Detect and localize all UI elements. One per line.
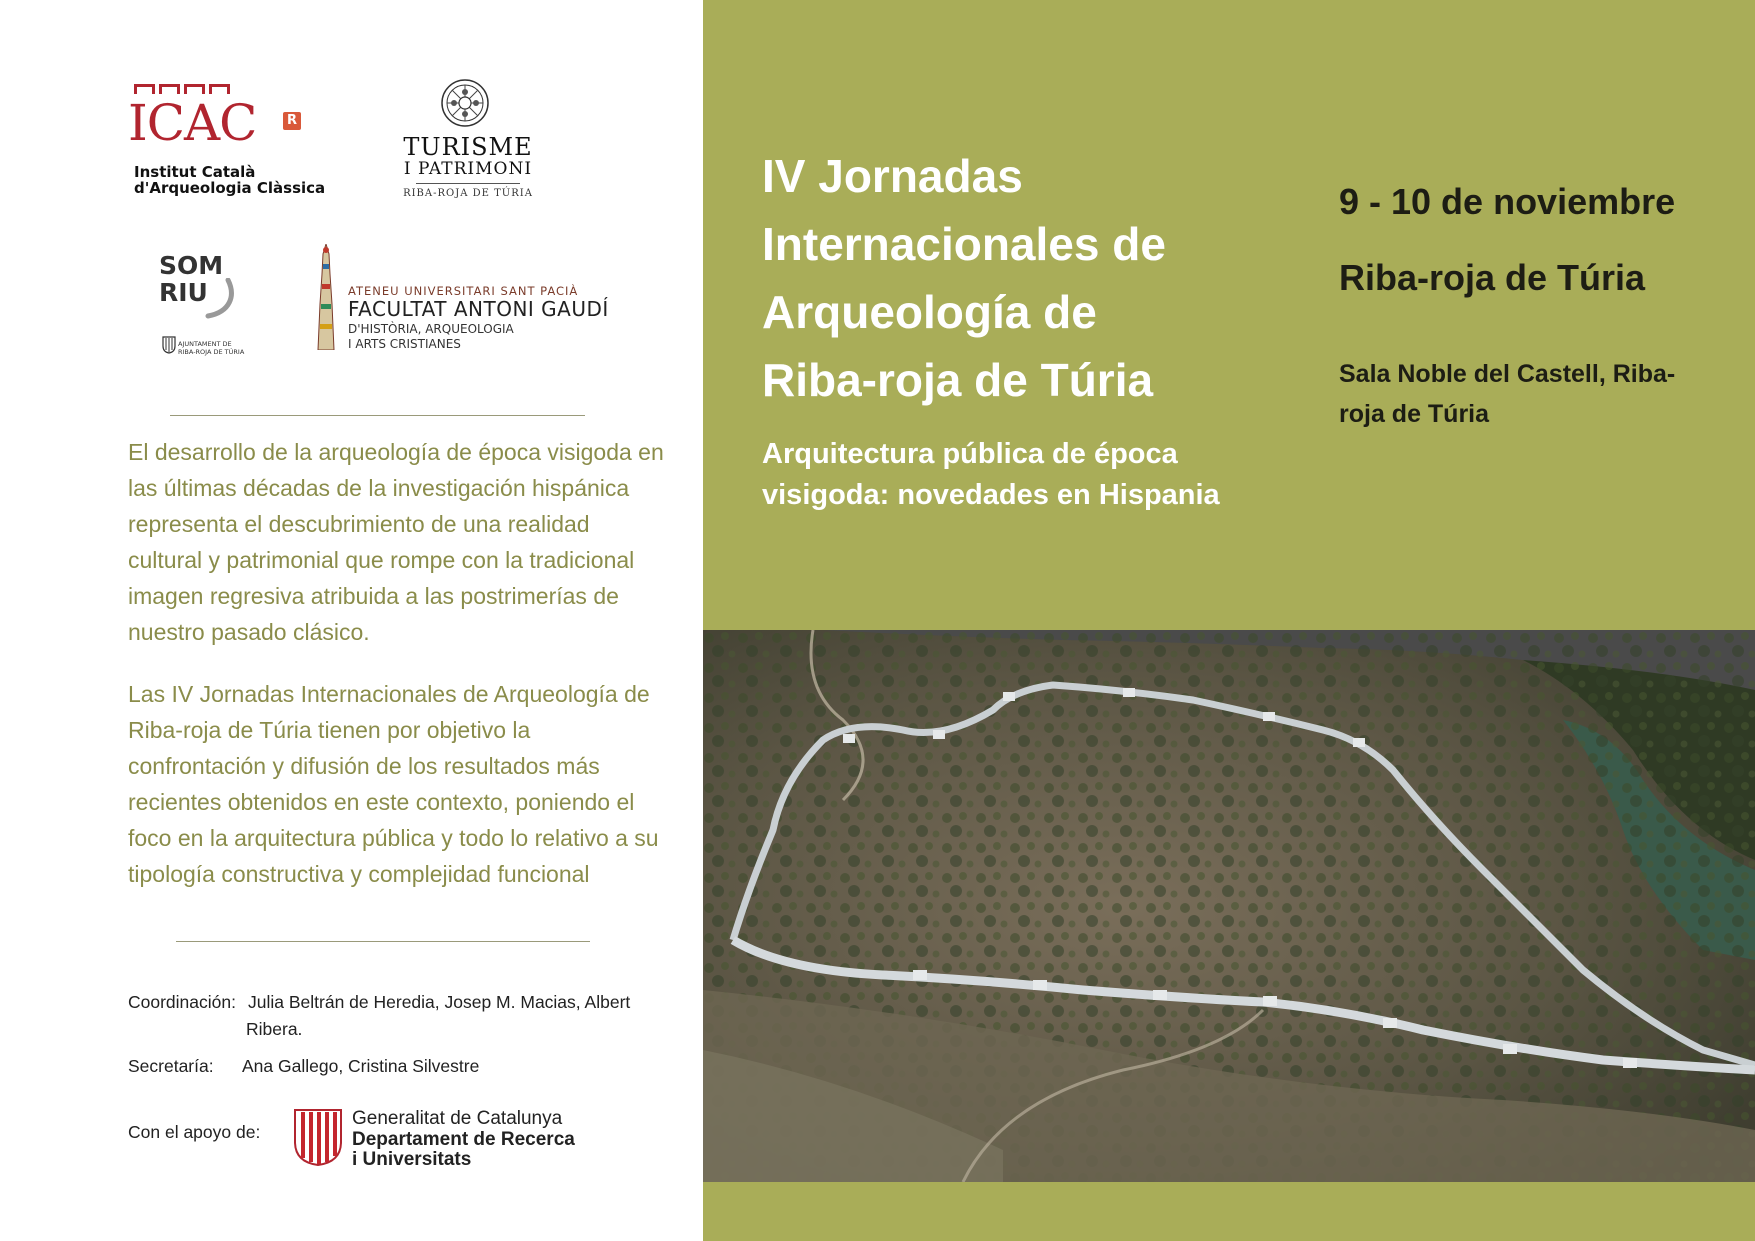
generalitat-logo [292,1108,612,1170]
som-riu-sub1: AJUNTAMENT DE [178,340,232,348]
ajuntament-shield-icon [162,334,176,354]
credits-block [128,989,688,1109]
gaudi-line2: FACULTAT ANTONI GAUDÍ [348,297,609,321]
event-venue: Sala Noble del Castell, Riba-roja de Túria [1339,360,1676,428]
icac-battlements-icon [134,84,230,94]
som-riu-subtitle [178,340,244,356]
turisme-line2: I PATRIMONI [403,159,533,179]
aerial-photo-image [703,630,1755,1182]
catalan-flag-shield-icon [292,1108,344,1166]
som-riu-swoosh-icon [196,278,238,320]
som-riu-sub2: RIBA-ROJA DE TÚRIA [178,348,245,356]
gencat-line3: i Universitats [352,1149,472,1170]
event-date: 9 - 10 de noviembre [1339,181,1676,222]
event-title: IV Jornadas Internacionales de Arqueología de Riba-roja de Túria [762,150,1166,406]
turisme-divider [416,183,520,184]
turisme-line1: TURISME [403,133,533,161]
icac-wordmark: ICAC [128,94,257,152]
intro-paragraph-1: El desarrollo de la arqueología de época visigoda en las últimas décadas de la investigación hispánica representa el descubrimiento de una realidad cultural y patrimonial que rompe con la tradicional imagen regresiva atribuida a las postrimerías de nuestro pasado clásico. [128,439,664,645]
sagrada-tower-icon [314,244,338,350]
gaudi-line1: ATENEU UNIVERSITARI SANT PACIÀ [348,284,579,298]
left-panel [0,0,703,1241]
gaudi-line3: D'HISTÒRIA, ARQUEOLOGIA [348,322,514,336]
right-panel [703,0,1755,1241]
secretary-names: Ana Gallego, Cristina Silvestre [242,1056,480,1076]
icac-logo [128,84,338,196]
aerial-site-photo [703,630,1755,1182]
gencat-line2: Departament de Recerca [352,1129,575,1150]
som-riu-line2: RIU [159,278,208,307]
coordination-label: Coordinación: [128,992,236,1012]
event-place: Riba-roja de Túria [1339,257,1646,298]
support-label: Con el apoyo de: [128,1122,261,1142]
top-divider [170,415,585,416]
turisme-line3: RIBA-ROJA DE TÚRIA [403,188,533,199]
secretary-label: Secretaría: [128,1056,214,1076]
turisme-patrimoni-logo [386,78,550,208]
facultat-gaudi-logo [314,244,614,354]
som-riu-logo [156,248,256,358]
bottom-divider [176,941,590,942]
icac-registered-mark: R [283,112,301,130]
icac-name-line2: d'Arqueologia Clàssica [134,179,326,197]
som-riu-line1: SOM [159,251,224,280]
event-subtitle: Arquitectura pública de época visigoda: novedades en Hispania [762,438,1220,511]
coordination-names-continued: Ribera. [246,1019,303,1039]
icac-name-line1: Institut Català [134,163,256,181]
intro-paragraph-2: Las IV Jornadas Internacionales de Arqueología de Riba-roja de Túria tienen por objetivo la confrontación y difusión de los resultados más recientes obtenidos en este contexto, poniendo el foco en la arquitectura pública y todo lo relativo a su tipología constructiva y complejidad funcional [128,681,659,887]
coordination-names: Julia Beltrán de Heredia, Josep M. Macias, Albert [248,992,631,1012]
gaudi-line4: I ARTS CRISTIANES [348,337,461,351]
turisme-emblem-icon [440,78,490,128]
gencat-line1: Generalitat de Catalunya [352,1108,563,1129]
